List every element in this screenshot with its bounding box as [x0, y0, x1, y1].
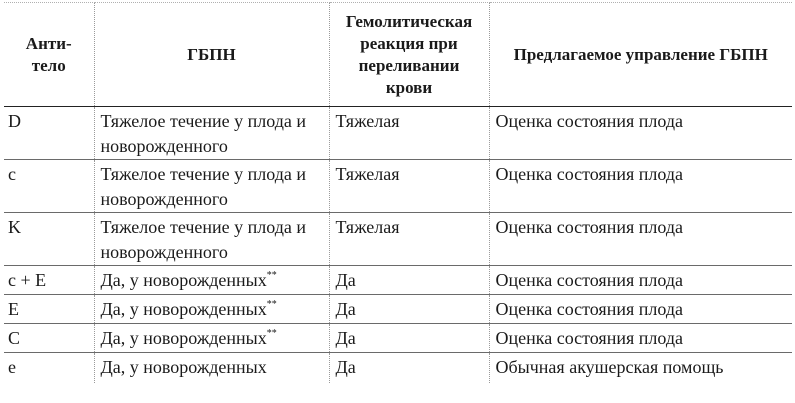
- header-transfusion-reaction: Гемолитическая реакция при переливании крови: [329, 3, 489, 107]
- table-row: [4, 213, 792, 266]
- table-row: [4, 107, 792, 160]
- table-row: [4, 160, 792, 213]
- header-antibody: Анти- тело: [4, 3, 94, 107]
- cell-antibody: K: [4, 213, 94, 266]
- cell-reaction: Да: [329, 295, 489, 324]
- header-row: [4, 3, 792, 107]
- header-hdfn: ГБПН: [94, 3, 329, 107]
- table-row: [4, 353, 792, 384]
- cell-hdfn-text: Тяжелое течение у плода и новорожденного: [100, 111, 307, 156]
- cell-antibody: D: [4, 107, 94, 160]
- cell-hdfn: [94, 266, 329, 295]
- table-row: [4, 266, 792, 295]
- cell-reaction: Да: [329, 353, 489, 384]
- cell-management: Оценка состояния плода: [489, 160, 792, 213]
- cell-management: Оценка состояния плода: [489, 213, 792, 266]
- cell-management: Оценка состояния плода: [489, 266, 792, 295]
- antibody-table: [4, 2, 792, 383]
- cell-hdfn: [94, 213, 329, 266]
- cell-hdfn-text: Тяжелое течение у плода и новорожденного: [100, 217, 307, 262]
- cell-management: Оценка состояния плода: [489, 107, 792, 160]
- cell-hdfn-text: Тяжелое течение у плода и новорожденного: [100, 164, 307, 209]
- table-row: [4, 324, 792, 353]
- cell-hdfn: [94, 160, 329, 213]
- cell-reaction: Тяжелая: [329, 107, 489, 160]
- cell-antibody: C: [4, 324, 94, 353]
- cell-reaction: Да: [329, 266, 489, 295]
- cell-antibody: c + E: [4, 266, 94, 295]
- footnote-mark: **: [266, 299, 277, 310]
- cell-hdfn: [94, 353, 329, 384]
- cell-antibody: e: [8, 357, 16, 377]
- cell-hdfn-text: Да, у новорожденных: [100, 299, 267, 319]
- cell-hdfn: [94, 295, 329, 324]
- footnote-mark: **: [266, 270, 277, 281]
- cell-hdfn: [94, 107, 329, 160]
- cell-reaction: Да: [329, 324, 489, 353]
- cell-management: Оценка состояния плода: [489, 324, 792, 353]
- cell-reaction: Тяжелая: [329, 213, 489, 266]
- cell-hdfn-text: Да, у новорожденных: [100, 357, 267, 377]
- cell-antibody: E: [4, 295, 94, 324]
- cell-reaction: Тяжелая: [329, 160, 489, 213]
- table-row: [4, 295, 792, 324]
- cell-management: Оценка состояния плода: [489, 295, 792, 324]
- footnote-mark: **: [266, 328, 277, 339]
- header-management: Предлагаемое управление ГБПН: [489, 3, 792, 107]
- cell-hdfn: [94, 324, 329, 353]
- cell-hdfn-text: Да, у новорожденных: [100, 328, 267, 348]
- cell-management: Обычная акушерская помощь: [489, 353, 792, 384]
- cell-antibody: c: [4, 160, 94, 213]
- cell-hdfn-text: Да, у новорожденных: [100, 270, 267, 290]
